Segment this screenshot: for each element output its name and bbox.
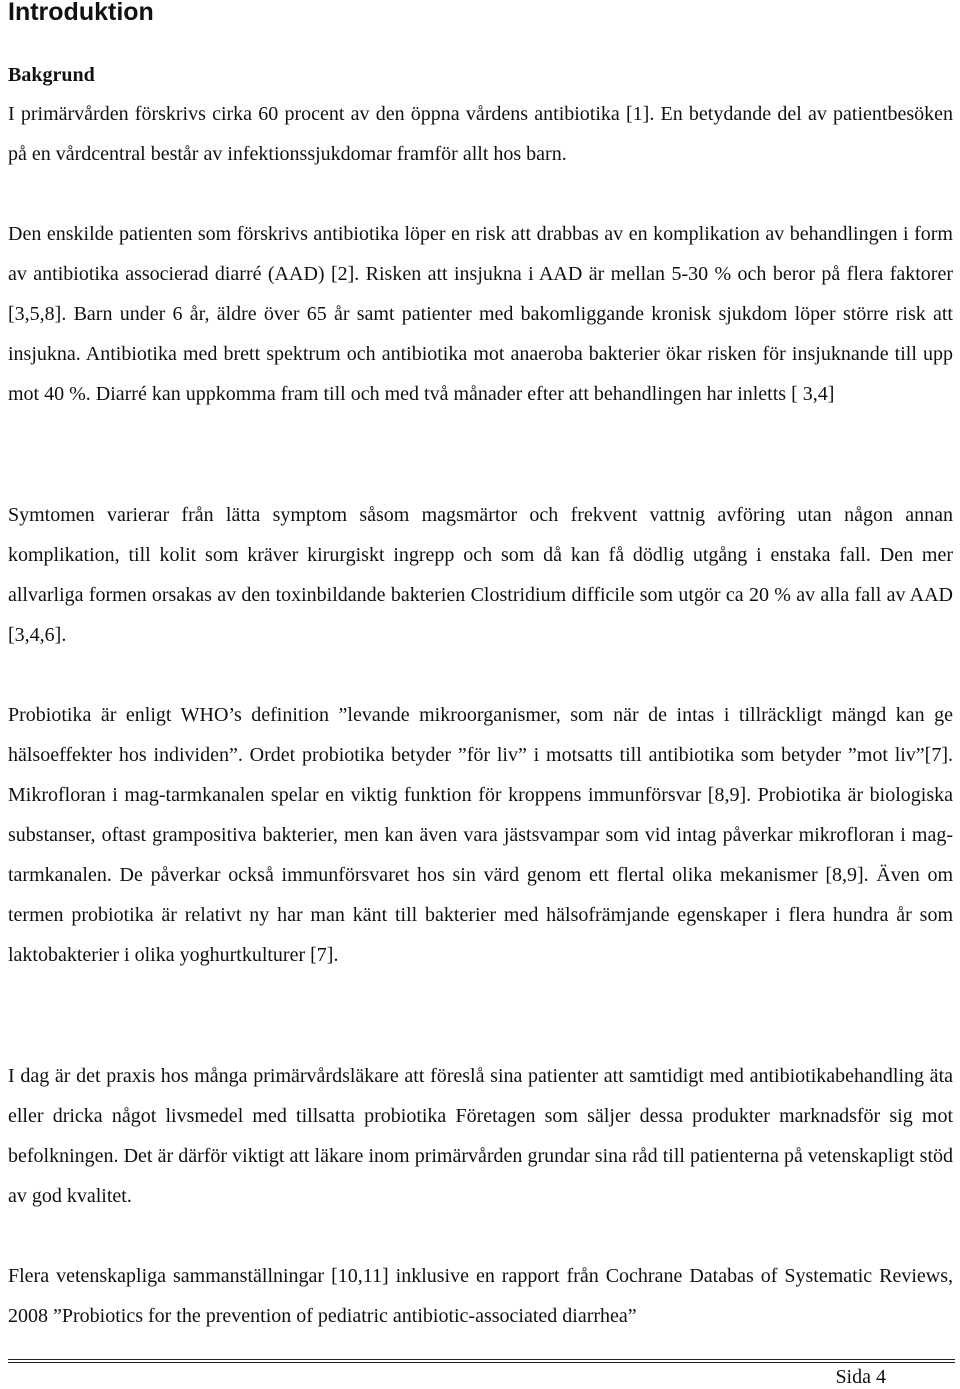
page-title: Introduktion: [8, 0, 154, 26]
body-paragraph: Symtomen varierar från lätta symptom såsom magsmärtor och frekvent vattnig avföring utan någon annan komplikation, till kolit som kräver kirurgiskt ingrepp och som då kan få dödlig utgång i enstaka fall. Den mer allvarliga formen orsakas av den toxinbildande bakterien Clostridium difficile som utgör ca 20 % av alla fall av AAD [3,4,6].: [8, 504, 953, 646]
footer-divider: [8, 1362, 955, 1363]
section-heading: Bakgrund: [8, 64, 95, 86]
body-paragraph: Flera vetenskapliga sammanställningar [10,11] inklusive en rapport från Cochrane Databas of Systematic Reviews, 2008 ”Probiotics for the prevention of pediatric antibiotic-associated diarrhea”: [8, 1265, 953, 1327]
body-paragraph: Den enskilde patienten som förskrivs antibiotika löper en risk att drabbas av en komplikation av behandlingen i form av antibiotika associerad diarré (AAD) [2]. Risken att insjukna i AAD är mellan 5-30 % och beror på flera faktorer [3,5,8]. Barn under 6 år, äldre över 65 år samt patienter med bakomliggande kronisk sjukdom löper större risk att insjukna. Antibiotika med brett spektrum och antibiotika mot anaeroba bakterier ökar risken för insjuknande till upp mot 40 %. Diarré kan uppkomma fram till och med två månader efter att behandlingen har inletts [ 3,4]: [8, 223, 953, 405]
body-paragraph: I dag är det praxis hos många primärvårdsläkare att föreslå sina patienter att samtidigt med antibiotikabehandling äta eller dricka något livsmedel med tillsatta probiotika Företagen som säljer dessa produkter marknadsför sig mot befolkningen. Det är därför viktigt att läkare inom primärvården grundar sina råd till patienterna på vetenskapligt stöd av god kvalitet.: [8, 1065, 953, 1207]
body-paragraph: Probiotika är enligt WHO’s definition ”levande mikroorganismer, som när de intas i tillräckligt mängd kan ge hälsoeffekter hos individen”. Ordet probiotika betyder ”för liv” i motsatts till antibiotika som betyder ”mot liv”[7]. Mikrofloran i mag-tarmkanalen spelar en viktig funktion för kroppens immunförsvar [8,9]. Probiotika är biologiska substanser, oftast grampositiva bakterier, men kan även vara jästsvampar som vid intag påverkar mikrofloran i mag-tarmkanalen. De påverkar också immunförsvaret hos sin värd genom ett flertal olika mekanismer [8,9]. Även om termen probiotika är relativt ny har man känt till bakterier med hälsofrämjande egenskaper i flera hundra år som laktobakterier i olika yoghurtkulturer [7].: [8, 704, 953, 966]
body-paragraph: I primärvården förskrivs cirka 60 procent av den öppna vårdens antibiotika [1]. En betydande del av patientbesöken på en vårdcentral består av infektionssjukdomar framför allt hos barn.: [8, 103, 953, 165]
page-number: Sida 4: [835, 1366, 886, 1388]
footer-divider: [8, 1359, 955, 1360]
